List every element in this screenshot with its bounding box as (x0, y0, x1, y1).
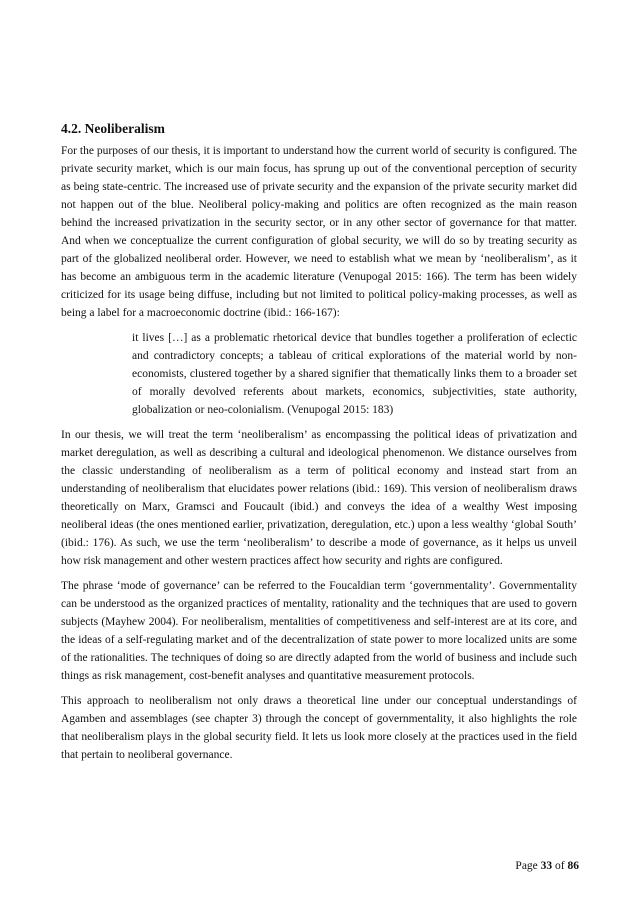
block-quote: it lives […] as a problematic rhetorical device that bundles together a proliferation of eclectic and contradictory concepts; a tableau of critical explorations of the material world by non-economists, clustered together by a shared signifier that thematically links them to a broader set of morally devolved referents about markets, economics, subjectivities, state authority, globalization or neo-colonialism. (Venupogal 2015: 183) (132, 332, 577, 416)
of-label: of (555, 860, 565, 872)
page-content (61, 120, 577, 771)
page-number-footer (515, 858, 579, 874)
current-page-number: 33 (540, 860, 553, 872)
page-label: Page (515, 860, 538, 872)
paragraph-intro: For the purposes of our thesis, it is important to understand how the current world of security is configured. The private security market, which is our main focus, has sprung up out of the conventional perception of security as being state-centric. The increased use of private security and the expansion of the private security market did not happen out of the blue. Neoliberal policy-making and politics are often recognized as the main reason behind the increased privatization in the security sector, or in any other sector of governance for that matter. And when we conceptualize the current configuration of global security, we will do so by treating security as part of the globalized neoliberal order. However, we need to establish what we mean by ‘neoliberalism’, as it has become an ambiguous term in the academic literature (Venupogal 2015: 166). The term has been widely criticized for its usage being diffuse, including but not limited to political policy-making processes, as well as being a label for a macroeconomic doctrine (ibid.: 166-167): (61, 145, 577, 319)
section-heading: 4.2. Neoliberalism (61, 121, 165, 136)
paragraph-governance: The phrase ‘mode of governance’ can be referred to the Foucaldian term ‘governmentality’. Governmentality can be understood as the organized practices of mentality, rationality and the techniques that are used to govern subjects (Mayhew 2004). For neoliberalism, mentalities of competitiveness and self-interest are at its core, and the ideas of a self-regulating market and of the decentralization of state power to more localized units are some of the rationalities. The techniques of doing so are directly adapted from the world of business and include such things as risk management, cost-benefit analyses and quantitative measurement protocols. (61, 580, 577, 682)
paragraph-approach: This approach to neoliberalism not only draws a theoretical line under our conceptual understandings of Agamben and assemblages (see chapter 3) through the concept of governmentality, it also highlights the role that neoliberalism plays in the global security field. It lets us look more closely at the practices used in the field that pertain to neoliberal governance. (61, 695, 577, 761)
paragraph-treatment: In our thesis, we will treat the term ‘neoliberalism’ as encompassing the political ideas of privatization and market deregulation, as well as describing a cultural and ideological phenomenon. We distance ourselves from the classic understanding of neoliberalism as a term of political economy and instead start from an understanding of neoliberalism that elucidates power relations (ibid.: 169). This version of neoliberalism draws theoretically on Marx, Gramsci and Foucault (ibid.) and conveys the idea of a wealthy West imposing neoliberal ideas (the ones mentioned earlier, privatization, deregulation, etc.) upon a less wealthy ‘global South’ (ibid.: 176). As such, we use the term ‘neoliberalism’ to describe a mode of governance, as it helps us unveil how risk management and other western practices affect how security and rights are configured. (61, 429, 577, 567)
total-pages-number: 86 (567, 860, 579, 872)
